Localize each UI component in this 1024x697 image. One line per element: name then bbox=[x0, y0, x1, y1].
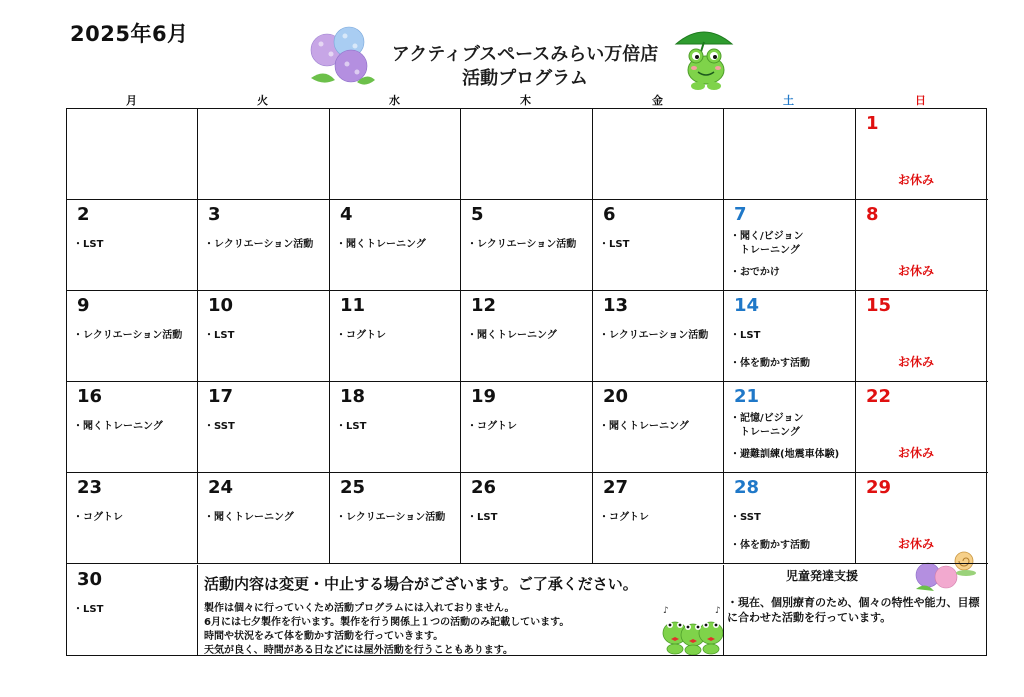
weekday-mon: 月 bbox=[126, 94, 137, 107]
weekday-sun: 日 bbox=[915, 94, 926, 107]
holiday-label: お休み bbox=[898, 264, 935, 278]
calendar-cell-19 bbox=[461, 382, 593, 473]
activity-item: ・体を動かす活動 bbox=[730, 540, 810, 551]
day-number: 15 bbox=[866, 295, 892, 316]
weekday-fri: 金 bbox=[652, 94, 663, 107]
activity-item: トレーニング bbox=[730, 245, 800, 256]
day-number: 23 bbox=[77, 477, 103, 498]
calendar-cell-16 bbox=[67, 382, 198, 473]
svg-text:♪: ♪ bbox=[715, 606, 721, 616]
holiday-label: お休み bbox=[898, 355, 935, 369]
day-number: 1 bbox=[866, 113, 879, 134]
activity-item: ・SST bbox=[204, 421, 235, 432]
calendar-cell-8 bbox=[856, 200, 988, 291]
calendar-cell-14 bbox=[724, 291, 856, 382]
day-number: 6 bbox=[603, 204, 616, 225]
calendar-cell-empty bbox=[461, 109, 593, 200]
calendar-cell-30 bbox=[67, 565, 198, 656]
activity-item: ・LST bbox=[204, 330, 235, 341]
day-number: 10 bbox=[208, 295, 234, 316]
calendar-cell-4 bbox=[330, 200, 461, 291]
calendar-cell-20 bbox=[593, 382, 724, 473]
activity-item: ・LST bbox=[467, 512, 498, 523]
calendar-cell-15 bbox=[856, 291, 988, 382]
activity-item: ・コグトレ bbox=[73, 512, 123, 523]
activity-item: ・SST bbox=[730, 512, 761, 523]
calendar-cell-13 bbox=[593, 291, 724, 382]
svg-text:♪: ♪ bbox=[663, 606, 669, 616]
holiday-label: お休み bbox=[898, 537, 935, 551]
activity-item: ・レクリエーション活動 bbox=[467, 239, 577, 250]
day-number: 3 bbox=[208, 204, 221, 225]
calendar-cell-21 bbox=[724, 382, 856, 473]
day-number: 18 bbox=[340, 386, 366, 407]
calendar-cell-2 bbox=[67, 200, 198, 291]
calendar-cell-3 bbox=[198, 200, 330, 291]
day-number: 19 bbox=[471, 386, 497, 407]
holiday-label: お休み bbox=[898, 446, 935, 460]
day-number: 21 bbox=[734, 386, 760, 407]
weekday-wed: 水 bbox=[389, 94, 400, 107]
day-number: 11 bbox=[340, 295, 366, 316]
day-number: 8 bbox=[866, 204, 879, 225]
day-number: 12 bbox=[471, 295, 497, 316]
calendar-cell-25 bbox=[330, 473, 461, 564]
activity-item: ・避難訓練(地震車体験) bbox=[730, 449, 840, 460]
day-number: 4 bbox=[340, 204, 353, 225]
activity-item: ・LST bbox=[730, 330, 761, 341]
calendar-cell-empty bbox=[593, 109, 724, 200]
calendar-cell-1 bbox=[856, 109, 988, 200]
activity-item: ・LST bbox=[73, 604, 104, 615]
activity-item: ・レクリエーション活動 bbox=[599, 330, 709, 341]
activity-item: トレーニング bbox=[730, 427, 800, 438]
frog-group-icon bbox=[661, 603, 725, 655]
calendar-cell-26 bbox=[461, 473, 593, 564]
activity-item: ・レクリエーション活動 bbox=[336, 512, 446, 523]
activity-item: ・聞くトレーニング bbox=[73, 421, 163, 432]
activity-item: ・コグトレ bbox=[599, 512, 649, 523]
calendar-cell-29 bbox=[856, 473, 988, 564]
calendar-cell-empty bbox=[724, 109, 856, 200]
frog-umbrella-icon bbox=[672, 22, 736, 92]
hydrangea-icon bbox=[305, 20, 377, 90]
day-number: 28 bbox=[734, 477, 760, 498]
activity-item: ・聞くトレーニング bbox=[599, 421, 689, 432]
day-number: 14 bbox=[734, 295, 760, 316]
weekday-tue: 火 bbox=[257, 94, 268, 107]
month-label: 2025年6月 bbox=[70, 22, 189, 46]
day-number: 24 bbox=[208, 477, 234, 498]
calendar-cell-28 bbox=[724, 473, 856, 564]
support-text: ・現在、個別療育のため、個々の特性や能力、目標に合わせた活動を行っています。 bbox=[727, 596, 980, 624]
day-number: 26 bbox=[471, 477, 497, 498]
day-number: 27 bbox=[603, 477, 629, 498]
calendar-cell-17 bbox=[198, 382, 330, 473]
weekday-sat: 土 bbox=[783, 94, 794, 107]
activity-item: ・LST bbox=[599, 239, 630, 250]
day-number: 7 bbox=[734, 204, 747, 225]
activity-item: ・レクリエーション活動 bbox=[204, 239, 314, 250]
calendar-cell-9 bbox=[67, 291, 198, 382]
day-number: 2 bbox=[77, 204, 90, 225]
calendar-cell-23 bbox=[67, 473, 198, 564]
activity-item: ・記憶/ビジョン bbox=[730, 413, 804, 424]
activity-item: ・聞くトレーニング bbox=[336, 239, 426, 250]
activity-item: ・LST bbox=[336, 421, 367, 432]
day-number: 22 bbox=[866, 386, 892, 407]
day-number: 20 bbox=[603, 386, 629, 407]
notice-line: 天気が良く、時間がある日などには屋外活動を行うこともあります。 bbox=[204, 645, 513, 656]
notice-line: 6月には七夕製作を行います。製作を行う関係上１つの活動のみ記載しています。 bbox=[204, 617, 570, 628]
activity-item: ・聞く/ビジョン bbox=[730, 231, 804, 242]
day-number: 13 bbox=[603, 295, 629, 316]
activity-item: ・LST bbox=[73, 239, 104, 250]
calendar-cell-5 bbox=[461, 200, 593, 291]
activity-item: ・体を動かす活動 bbox=[730, 358, 810, 369]
activity-item: ・聞くトレーニング bbox=[467, 330, 557, 341]
activity-item: ・コグトレ bbox=[336, 330, 386, 341]
calendar-cell-empty bbox=[198, 109, 330, 200]
activity-item: ・コグトレ bbox=[467, 421, 517, 432]
day-number: 5 bbox=[471, 204, 484, 225]
calendar-grid bbox=[66, 108, 987, 656]
calendar-cell-27 bbox=[593, 473, 724, 564]
day-number: 17 bbox=[208, 386, 234, 407]
support-title: 児童発達支援 bbox=[785, 569, 858, 583]
calendar-cell-10 bbox=[198, 291, 330, 382]
activity-item: ・レクリエーション活動 bbox=[73, 330, 183, 341]
calendar-cell-empty bbox=[330, 109, 461, 200]
day-number: 25 bbox=[340, 477, 366, 498]
program-title bbox=[375, 43, 675, 91]
activity-item: ・聞くトレーニング bbox=[204, 512, 294, 523]
day-number: 16 bbox=[77, 386, 103, 407]
day-number: 30 bbox=[77, 569, 103, 590]
notice-line: 時間や状況をみて体を動かす活動を行っていきます。 bbox=[204, 631, 444, 642]
holiday-label: お休み bbox=[898, 173, 935, 187]
title-line-1: アクティブスペースみらい万倍店 bbox=[391, 44, 659, 65]
calendar-cell-empty bbox=[67, 109, 198, 200]
calendar-cell-18 bbox=[330, 382, 461, 473]
notice-heading: 活動内容は変更・中止する場合がございます。ご了承ください。 bbox=[204, 575, 638, 593]
calendar-cell-6 bbox=[593, 200, 724, 291]
calendar-cell-11 bbox=[330, 291, 461, 382]
calendar-cell-24 bbox=[198, 473, 330, 564]
calendar-cell-12 bbox=[461, 291, 593, 382]
activity-item: ・おでかけ bbox=[730, 267, 780, 278]
notice-line: 製作は個々に行っていくため活動プログラムには入れておりません。 bbox=[204, 603, 515, 614]
calendar-cell-22 bbox=[856, 382, 988, 473]
weekday-thu: 木 bbox=[520, 94, 531, 107]
day-number: 29 bbox=[866, 477, 892, 498]
day-number: 9 bbox=[77, 295, 90, 316]
calendar-cell-7 bbox=[724, 200, 856, 291]
title-line-2: 活動プログラム bbox=[462, 68, 588, 89]
